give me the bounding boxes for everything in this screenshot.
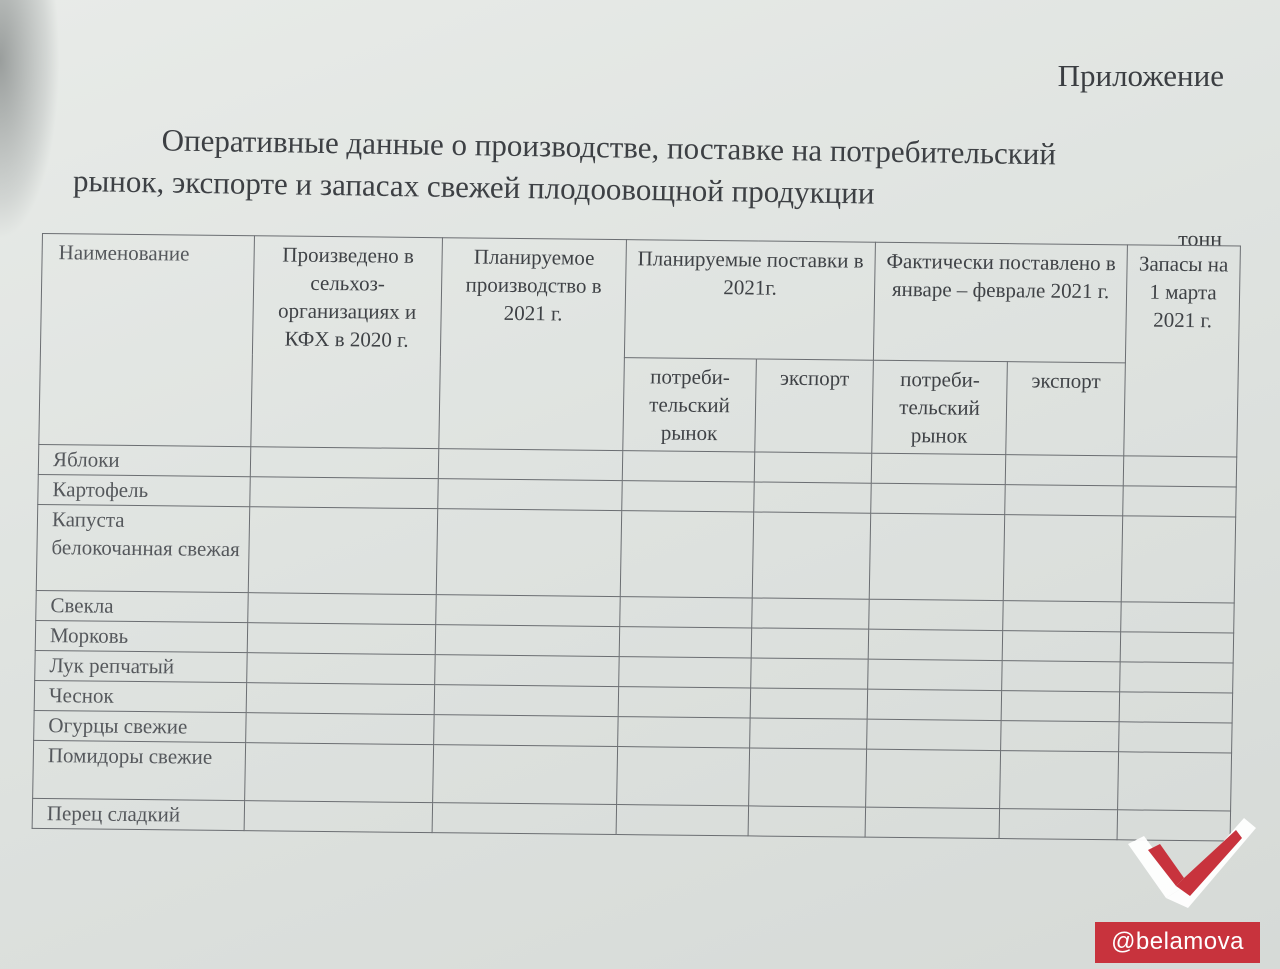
- table-cell: [867, 719, 1002, 750]
- table-cell: [246, 713, 435, 745]
- row-label: Помидоры свежие: [33, 740, 246, 800]
- table-cell: [1123, 456, 1237, 487]
- table-cell: [435, 655, 620, 687]
- table-cell: [751, 658, 869, 689]
- table-cell: [748, 806, 866, 837]
- table-cell: [1000, 751, 1119, 810]
- row-label: Лук репчатый: [35, 650, 248, 682]
- table-cell: [247, 653, 436, 685]
- table-cell: [869, 513, 1004, 600]
- table-cell: [866, 749, 1001, 808]
- table-cell: [1119, 692, 1233, 723]
- table-cell: [436, 509, 621, 597]
- table-cell: [868, 629, 1003, 660]
- table-cell: [618, 717, 751, 748]
- table-cell: [244, 801, 433, 833]
- table-cell: [616, 805, 749, 836]
- header-planned-production: Планируемое производство в 2021 г.: [439, 238, 627, 451]
- belamova-logo-icon: [1126, 816, 1258, 917]
- table-cell: [749, 748, 867, 807]
- table-cell: [1120, 632, 1234, 663]
- table-cell: [250, 447, 439, 479]
- table-cell: [617, 747, 750, 806]
- table-cell: [867, 689, 1002, 720]
- table-cell: [1005, 455, 1124, 486]
- row-label: Картофель: [38, 474, 251, 506]
- watermark-handle: @belamova: [1095, 922, 1260, 963]
- row-label: Морковь: [35, 620, 248, 652]
- table-cell: [752, 598, 870, 629]
- table-cell: [1002, 631, 1121, 662]
- title-line-1: Оперативные данные о производстве, поставке на потребительский: [161, 122, 1057, 172]
- table-cell: [432, 803, 617, 835]
- table-cell: [1001, 691, 1120, 722]
- page-curl-shadow: [0, 0, 60, 240]
- table-cell: [619, 627, 752, 658]
- table-cell: [434, 685, 619, 717]
- row-label: Перец сладкий: [32, 798, 245, 830]
- header-planned-deliveries: Планируемые поставки в 2021г.: [624, 240, 875, 361]
- table-cell: [435, 625, 620, 657]
- table-cell: [436, 595, 621, 627]
- header-actual-delivered: Фактически поставлено в январе – феврале 2021 г.: [873, 242, 1127, 363]
- table-cell: [752, 512, 871, 599]
- table-cell: [247, 623, 436, 655]
- table-cell: [438, 479, 623, 511]
- table-cell: [751, 628, 869, 659]
- table-cell: [754, 482, 872, 513]
- table-cell: [871, 453, 1006, 484]
- appendix-label: Приложение: [1057, 58, 1224, 93]
- table-cell: [248, 593, 437, 625]
- subheader-export-planned: экспорт: [755, 359, 874, 453]
- row-label: Капуста белокочанная свежая: [36, 504, 249, 592]
- table-cell: [1003, 515, 1123, 602]
- table-cell: [248, 507, 437, 595]
- document-title: [73, 118, 1224, 220]
- table-cell: [1121, 602, 1235, 633]
- subheader-consumer-market-actual: потреби- тельский рынок: [872, 360, 1008, 454]
- table-cell: [871, 483, 1006, 514]
- table-cell: [245, 743, 434, 803]
- table-cell: [1003, 601, 1122, 632]
- header-produced: Произведено в сельхоз- организациях и КФХ в 2020 г.: [251, 236, 443, 449]
- table-cell: [438, 449, 623, 481]
- table-cell: [246, 683, 435, 715]
- unit-label: тонн: [1178, 226, 1222, 251]
- table-cell: [754, 452, 872, 483]
- table-cell: [750, 688, 868, 719]
- table-cell: [1002, 661, 1121, 692]
- table-cell: [1001, 721, 1120, 752]
- table-cell: [250, 477, 439, 509]
- table-cell: [750, 718, 868, 749]
- table-cell: [1118, 752, 1232, 811]
- table-cell: [1123, 486, 1237, 517]
- header-name: Наименование: [39, 234, 255, 447]
- table-cell: [865, 807, 1000, 838]
- row-label: Чеснок: [34, 680, 247, 712]
- table-cell: [868, 659, 1003, 690]
- table-cell: [999, 809, 1118, 840]
- title-line-2: рынок, экспорте и запасах свежей плодоовощной продукции: [72, 162, 875, 211]
- table-cell: [618, 687, 751, 718]
- subheader-export-actual: экспорт: [1006, 362, 1126, 456]
- table-row: [36, 504, 1235, 603]
- table-cell: [1119, 722, 1233, 753]
- header-stocks: Запасы на 1 марта 2021 г.: [1124, 245, 1241, 457]
- data-table-container: [32, 233, 1241, 841]
- table-cell: [622, 481, 755, 512]
- table-cell: [1120, 662, 1234, 693]
- table-cell: [619, 657, 752, 688]
- table-cell: [434, 715, 619, 747]
- table-cell: [620, 597, 753, 628]
- table-cell: [433, 745, 618, 805]
- table-cell: [869, 599, 1004, 630]
- table-cell: [1005, 485, 1124, 516]
- data-table: [32, 233, 1241, 841]
- table-cell: [620, 511, 753, 598]
- row-label: Огурцы свежие: [34, 710, 247, 742]
- row-label: Яблоки: [38, 444, 251, 476]
- subheader-consumer-market-planned: потреби- тельский рынок: [623, 358, 757, 452]
- table-cell: [1121, 516, 1235, 603]
- row-label: Свекла: [36, 590, 249, 622]
- table-cell: [622, 451, 755, 482]
